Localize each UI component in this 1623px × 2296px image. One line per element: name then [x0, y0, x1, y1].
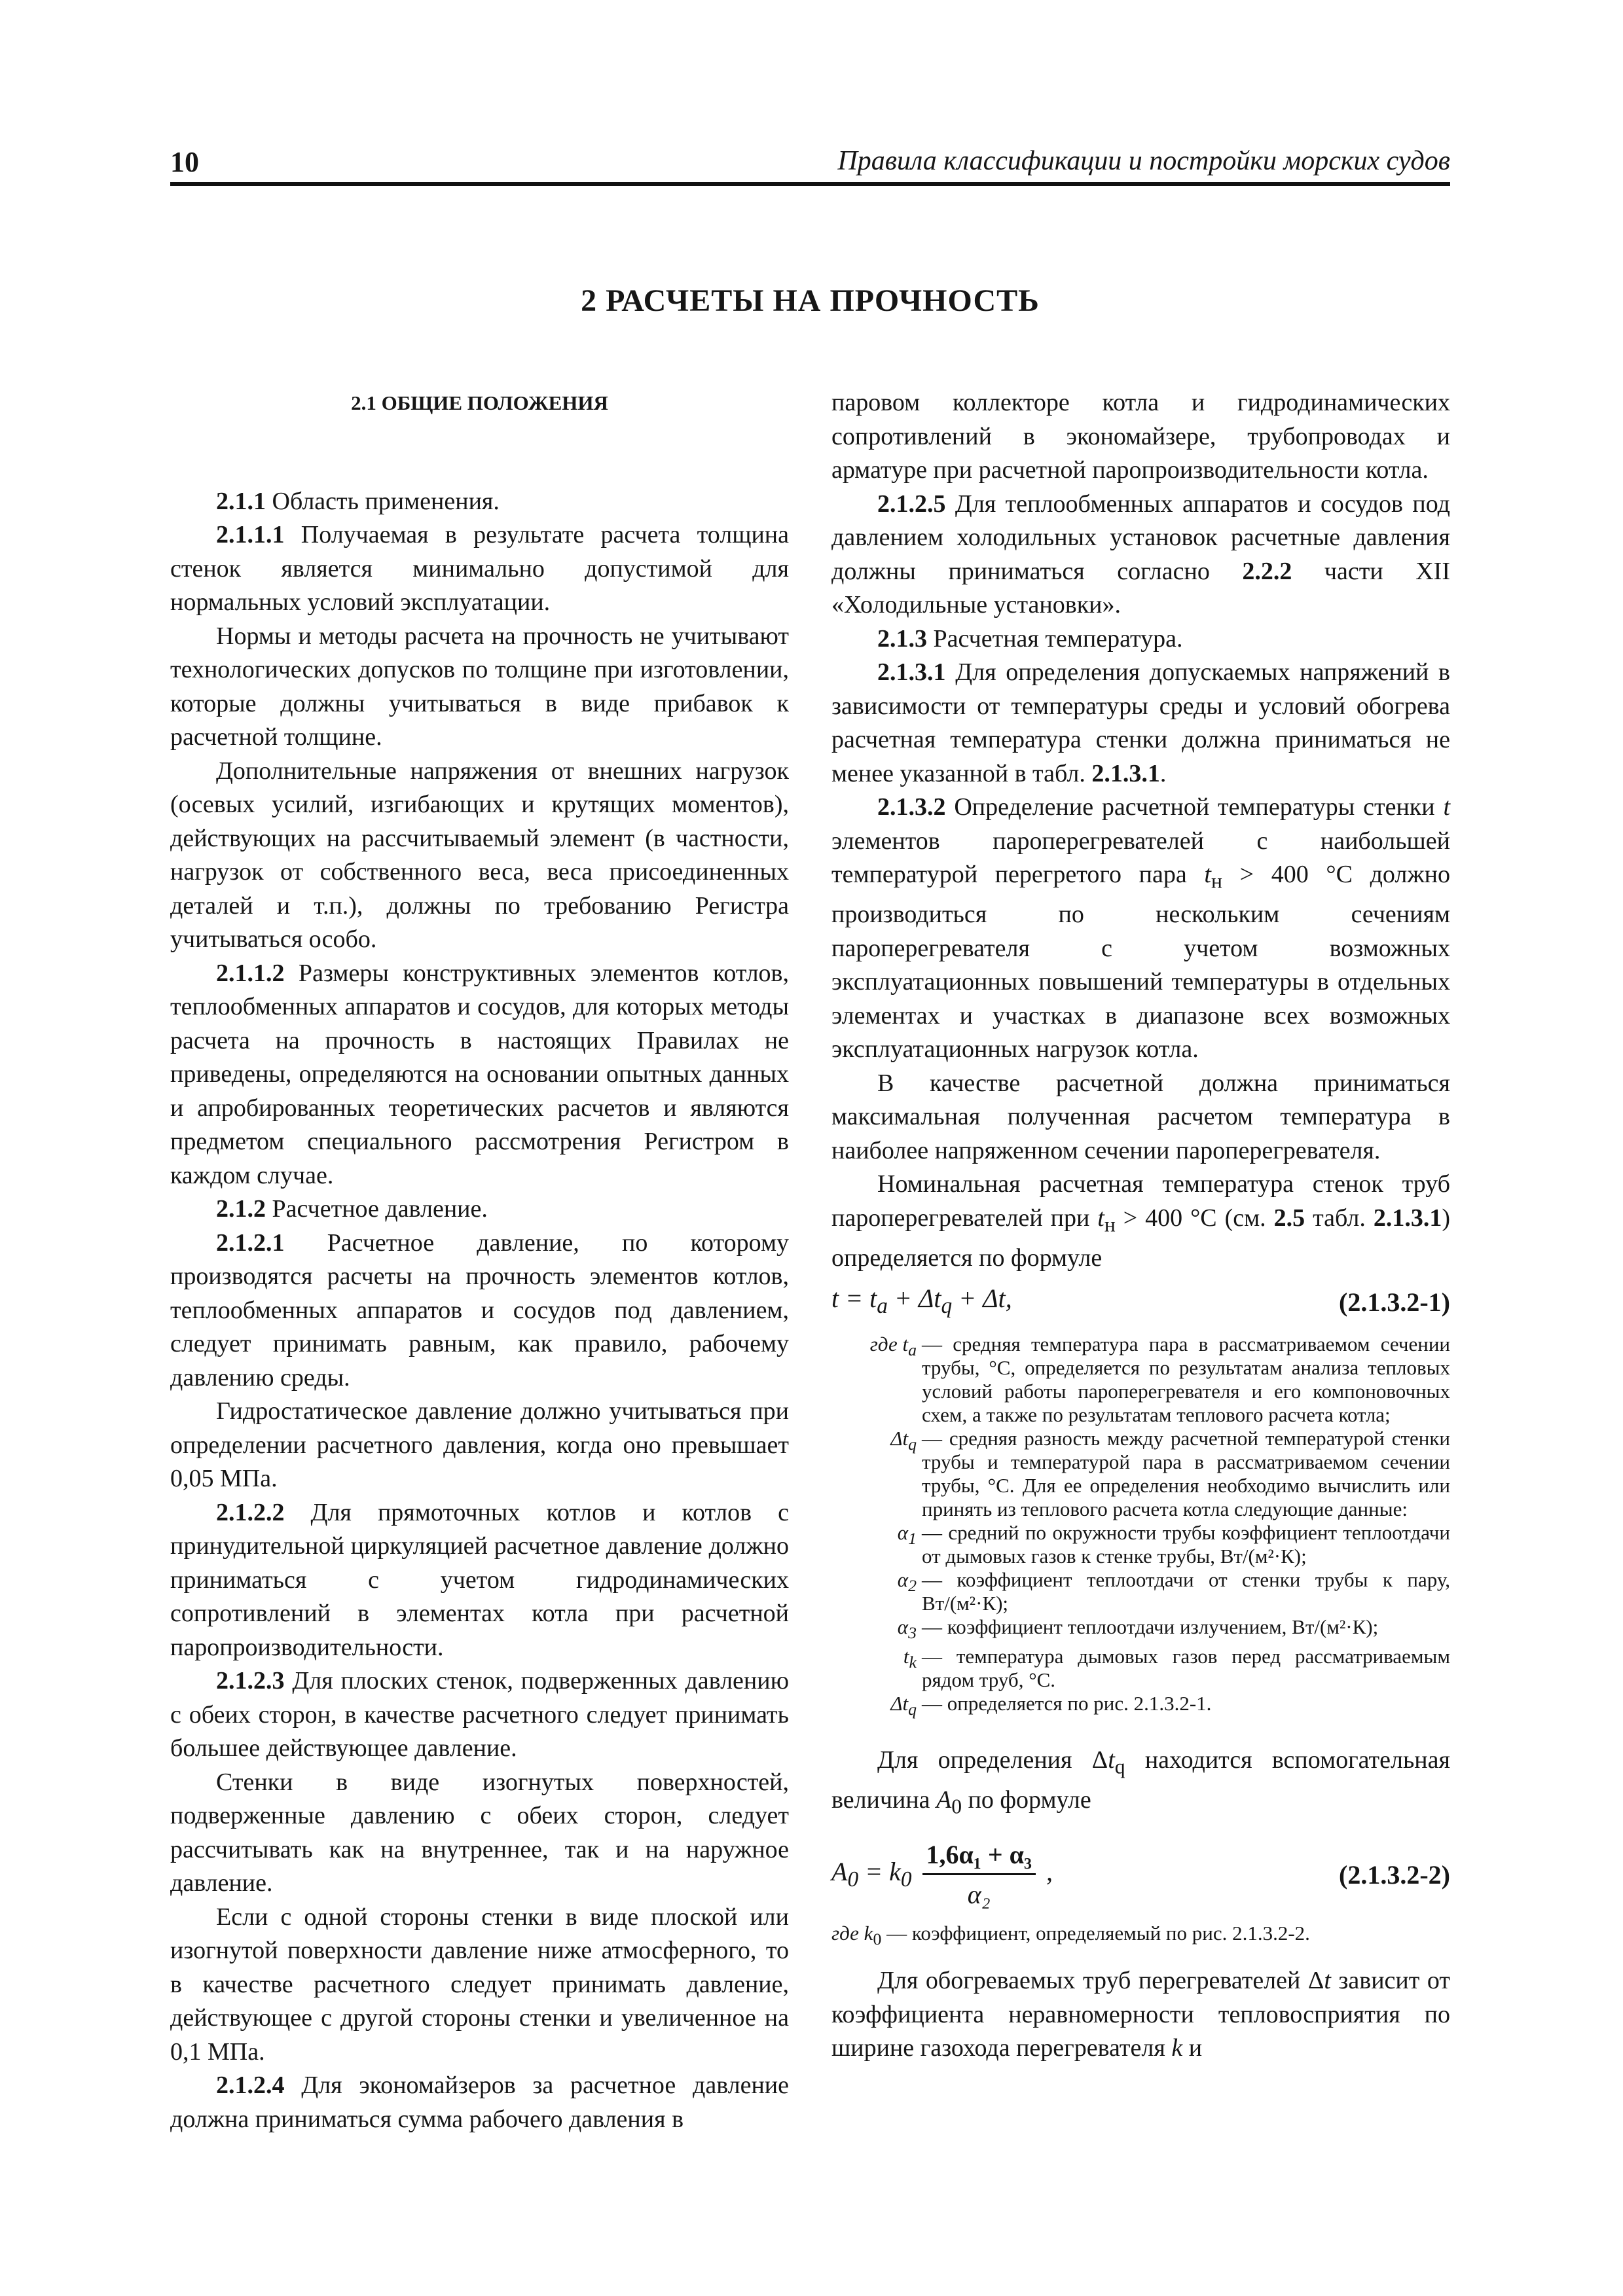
legend-row: [831, 1568, 1450, 1615]
clause-number: 2.1.2.2: [216, 1498, 285, 1526]
paragraph: Гидростатическое давление должно учитываться при определении расчетного давления, когда оно превышает 0,05 МПа.: [170, 1397, 789, 1492]
paragraph: [831, 488, 1450, 622]
paragraph-text: Расчетная температура.: [927, 624, 1183, 653]
note-text: — коэффициент, определяемый по рис. 2.1.3.2-2.: [881, 1922, 1310, 1945]
legend-symbol: $\alpha_2$: [897, 1568, 917, 1595]
paragraph-text: Для экономайзеров за расчетное давление должна приниматься сумма рабочего давления в: [170, 2072, 789, 2133]
paragraph-text: Номинальная расчетная температура стенок труб пароперегревателей при: [831, 1170, 1450, 1232]
legend-row: [831, 1427, 1450, 1521]
legend-row: [831, 1333, 1450, 1427]
formula-expression: $A_0 = k_0$ $\frac{\text{1,6α₁ + α₃}}{\text{α₂}}$ ,: [831, 1838, 1053, 1911]
legend-symbol: где $t_a$: [869, 1332, 917, 1359]
condition: > 400 °С (см.: [1115, 1204, 1274, 1232]
paragraph-text: части XII «Холодильные установки».: [831, 557, 1450, 619]
paragraph-text: Расчетное давление, по которому производятся расчеты на прочность элементов котлов, теплообменных аппаратов и сосудов под давлением, следует принимать равным, как правило, рабочему давлению среды.: [170, 1229, 789, 1391]
right-column: [831, 386, 1450, 2066]
subscript: н: [1211, 869, 1222, 893]
paragraph-text: зависит от коэффициента неравномерности тепловосприятия по ширине газохода перегревателя: [831, 1967, 1450, 2062]
paragraph-text: находится вспомогательная величина: [831, 1746, 1450, 1814]
paragraph-text: должно производиться по нескольким сечениям пароперегревателя с учетом возможных эксплуатационных повышений температуры в отдельных элементах и участках в диапазоне всех возможных эксплуатационных нагрузок котла.: [831, 861, 1450, 1064]
formula-note: [831, 1920, 1450, 1952]
fraction-numerator: 1,6α₁ + α₃: [922, 1838, 1036, 1875]
paragraph: [831, 1964, 1450, 2066]
page-number: 10: [170, 146, 199, 178]
formula-2-1-3-2-1: [831, 1282, 1450, 1323]
formula-number: (2.1.3.2-1): [1339, 1287, 1450, 1318]
paragraph: [831, 622, 1450, 656]
symbol: t: [1204, 861, 1211, 888]
paragraph: [170, 957, 789, 1193]
symbol: t: [1324, 1967, 1331, 1995]
paragraph-text: Для плоских стенок, подверженных давлению с обеих сторон, в качестве расчетного следует принимать большее действующее давление.: [170, 1667, 789, 1762]
clause-number: 2.1.2.1: [216, 1229, 285, 1257]
legend-text: — температура дымовых газов перед рассматриваемым рядом труб, °С.: [922, 1644, 1450, 1691]
legend-text: — коэффициент теплоотдачи от стенки трубы к пару, Вт/(м²·К);: [922, 1568, 1450, 1615]
formula-legend: [831, 1333, 1450, 1721]
paragraph: [831, 656, 1450, 791]
paragraph-text: Область применения.: [266, 487, 500, 515]
paragraph: [831, 1168, 1450, 1275]
fraction-denominator: α₂: [967, 1879, 991, 1909]
clause-number: 2.1.3.1: [877, 658, 946, 686]
clause-number: 2.1.1.2: [216, 959, 285, 987]
symbol: t: [1443, 793, 1450, 821]
legend-text: — коэффициент теплоотдачи излучением, Вт/(м²·К);: [922, 1615, 1379, 1638]
paragraph: Если с одной стороны стенки в виде плоской или изогнутой поверхности давление ниже атмосферного, то в качестве расчетного следует принимать давление, действующее с другой стороны стенки и увеличенное на 0,1 МПа.: [170, 1903, 789, 2066]
paragraph-text: Расчетное давление.: [266, 1195, 488, 1223]
symbol: k: [1171, 2034, 1183, 2062]
legend-symbol: $\alpha_1$: [897, 1520, 917, 1548]
paragraph: [170, 518, 789, 620]
subscript: 0: [873, 1929, 882, 1949]
clause-number: 2.1.2: [216, 1195, 266, 1223]
legend-row: [831, 1692, 1450, 1721]
formula-number: (2.1.3.2-2): [1339, 1859, 1450, 1890]
header-rule: [170, 182, 1450, 186]
clause-number: 2.1.3.2: [877, 793, 946, 821]
paragraph-text: по формуле: [962, 1786, 1091, 1814]
paragraph: Стенки в виде изогнутых поверхностей, подверженные давлению с обеих сторон, следует рассчитывать как на внутреннее, так и на наружное давление.: [170, 1768, 789, 1897]
paragraph-text: Для определения допускаемых напряжений в зависимости от температуры среды и условий обогрева расчетная температура стенки должна приниматься не менее указанной в табл.: [831, 658, 1450, 787]
formula-2-1-3-2-2: [831, 1838, 1450, 1911]
legend-symbol: $\Delta t_q$: [890, 1426, 917, 1454]
legend-symbol: $\Delta t_q$: [890, 1691, 917, 1719]
running-title: Правила классификации и постройки морских судов: [837, 146, 1450, 176]
paragraph: [170, 1664, 789, 1766]
paragraph: Нормы и методы расчета на прочность не учитывают технологических допусков по толщине при изготовлении, которые должны учитываться в виде прибавок к расчетной толщине.: [170, 622, 789, 751]
paragraph: [170, 2069, 789, 2136]
clause-number: 2.1.2.5: [877, 490, 946, 518]
paragraph-text: Для прямоточных котлов и котлов с принудительной циркуляцией расчетное давление должно приниматься с учетом гидродинамических сопротивлений в элементах котла при расчетной паропроизводительности.: [170, 1498, 789, 1661]
chapter-title: 2 РАСЧЕТЫ НА ПРОЧНОСТЬ: [581, 283, 1040, 318]
legend-row: [831, 1521, 1450, 1568]
clause-number: 2.1.1: [216, 487, 266, 515]
legend-symbol: $t_k$: [903, 1644, 917, 1672]
cross-reference: 2.1.3.1: [1373, 1204, 1442, 1232]
paragraph-text: Размеры конструктивных элементов котлов, теплообменных аппаратов и сосудов, для которых методы расчета на прочность в настоящих Правилах не приведены, определяются на основании опытных данных и апробированных теоретических расчетов и являются предметом специального рассмотрения Регистром в каждом случае.: [170, 959, 789, 1189]
legend-row: [831, 1645, 1450, 1692]
fraction: [922, 1838, 1036, 1911]
subscript: q: [1114, 1755, 1125, 1778]
left-column: [170, 386, 789, 2136]
symbol: где k: [831, 1922, 873, 1945]
legend-text: — определяется по рис. 2.1.3.2-1.: [922, 1691, 1212, 1715]
legend-text: — средняя разность между расчетной температурой стенки трубы и температурой пара в рассматриваемом сечении трубы, °С. Для ее определения необходимо вычислить или принять из теплового расчета котла следующие данные:: [922, 1426, 1450, 1520]
paragraph-text: и: [1182, 2034, 1203, 2062]
paragraph: [170, 1496, 789, 1665]
section-title: 2.1 ОБЩИЕ ПОЛОЖЕНИЯ: [351, 391, 608, 414]
condition: > 400 °С: [1222, 861, 1353, 888]
paragraph-text: Для обогреваемых труб перегревателей Δ: [877, 1967, 1324, 1995]
paragraph: [170, 1193, 789, 1227]
symbol: t: [1108, 1746, 1115, 1774]
paragraph-text: Получаемая в результате расчета толщина стенок является минимально допустимой для нормальных условий эксплуатации.: [170, 521, 789, 616]
paragraph-text: Определение расчетной температуры стенки: [945, 793, 1444, 821]
legend-symbol: $\alpha_3$: [897, 1615, 917, 1642]
paragraph: В качестве расчетной должна приниматься максимальная полученная расчетом температура в наиболее напряженном сечении пароперегревателя.: [831, 1069, 1450, 1164]
clause-number: 2.1.2.3: [216, 1667, 285, 1695]
paragraph: [170, 1227, 789, 1395]
formula-expression: $t = t_a + \Delta t_q + \Delta t$,: [831, 1283, 1012, 1319]
clause-number: 2.1.1.1: [216, 521, 285, 548]
symbol: t: [1097, 1204, 1104, 1232]
clause-number: 2.1.3: [877, 624, 927, 653]
paragraph: Дополнительные напряжения от внешних нагрузок (осевых усилий, изгибающих и крутящих моментов), действующих на рассчитываемый элемент (в частности, нагрузок от собственного веса, веса присоединенных деталей и т.п.), должны по требованию Регистра учитываться особо.: [170, 757, 789, 953]
cross-reference: 2.1.3.1: [1091, 759, 1160, 787]
paragraph-text: табл.: [1305, 1204, 1374, 1232]
paragraph: [831, 1744, 1450, 1823]
paragraph-text: Для теплообменных аппаратов и сосудов под давлением холодильных установок расчетные давления должны приниматься согласно: [831, 490, 1450, 585]
cross-reference: 2.5: [1273, 1204, 1305, 1232]
paragraph: [170, 485, 789, 519]
paragraph-text: Для определения Δ: [877, 1746, 1108, 1774]
subscript: 0: [951, 1795, 962, 1818]
paragraph: [831, 791, 1450, 1067]
legend-row: [831, 1615, 1450, 1645]
paragraph: паровом коллекторе котла и гидродинамических сопротивлений в экономайзере, трубопроводах и арматуре при расчетной паропроизводительности котла.: [831, 389, 1450, 484]
paragraph-text: .: [1159, 759, 1167, 787]
cross-reference: 2.2.2: [1242, 557, 1292, 585]
legend-text: — средняя температура пара в рассматриваемом сечении трубы, °С, определяется по результатам анализа тепловых условий работы пароперегревателя и его компоновочных схем, а также по результатам теплового расчета котла;: [922, 1332, 1450, 1426]
paragraph-text: элементов пароперегревателей с наибольшей температурой перегретого пара: [831, 827, 1450, 888]
clause-number: 2.1.2.4: [216, 2072, 285, 2099]
legend-text: — средний по окружности трубы коэффициент теплоотдачи от дымовых газов к стенке трубы, Вт/(м²·К);: [922, 1520, 1450, 1568]
subscript: н: [1104, 1213, 1116, 1236]
symbol: A: [936, 1786, 952, 1814]
paragraph-text: ) определяется по формуле: [831, 1204, 1451, 1272]
